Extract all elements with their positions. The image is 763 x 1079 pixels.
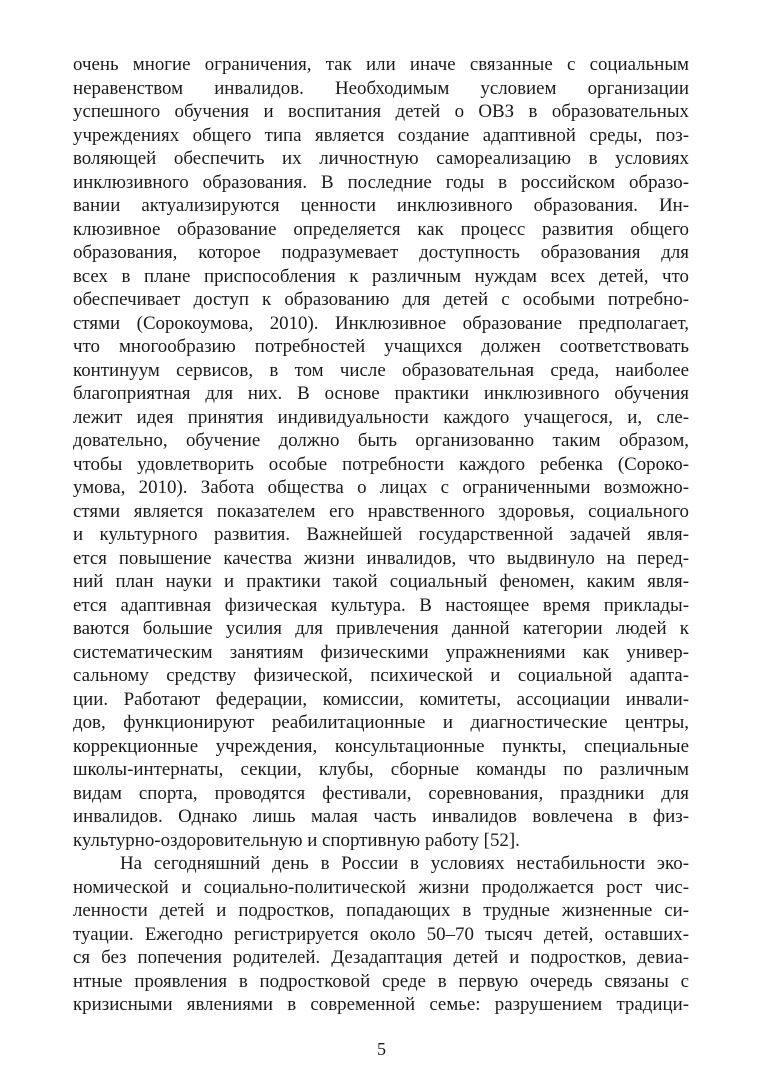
text-line: учреждениях общего типа является создание адаптивной среды, поз- [73,124,689,146]
text-line: благоприятная для них. В основе практики инклюзивного обучения [73,383,689,404]
text-line: неравенством инвалидов. Необходимым условием организации [73,77,689,99]
text-line: очень многие ограничения, так или иначе связанные с социальным [73,54,689,75]
text-line: умова, 2010). Забота общества о лицах с ограниченными возможно- [73,477,689,498]
text-line: На сегодняшний день в России в условиях нестабильности эко- [120,853,689,874]
text-line: лежит идея принятия индивидуальности каждого учащегося, и, сле- [73,406,689,428]
text-line: обеспечивает доступ к образованию для детей с особыми потребно- [73,289,689,310]
text-line: вании актуализируются ценности инклюзивного образования. Ин- [73,195,689,216]
text-line: культурно-оздоровительную и спортивную работу [52]. [73,829,520,851]
text-line: инвалидов. Однако лишь малая часть инвалидов вовлечена в физ- [73,806,689,827]
page-number: 5 [377,1039,386,1059]
text-line: кризисными явлениями в современной семье: разрушением традици- [73,994,689,1015]
text-line: образования, которое подразумевает доступность образования для [73,242,689,263]
text-line: инклюзивного образования. В последние годы в российском образо- [73,171,689,193]
text-line: стями является показателем его нравственного здоровья, социального [73,500,689,522]
paragraph-1 [73,53,689,852]
text-line: клюзивное образование определяется как процесс развития общего [73,218,689,240]
text-line: континуум сервисов, в том числе образовательная среда, наиболее [73,359,689,381]
text-line: что многообразию потребностей учащихся должен соответствовать [73,336,689,357]
text-line: ется повышение качества жизни инвалидов, что выдвинуло на перед- [73,547,689,569]
text-line: дов, функционируют реабилитационные и диагностические центры, [73,712,689,733]
text-line: ний план науки и практики такой социальный феномен, каким явля- [73,571,689,592]
text-line: ется адаптивная физическая культура. В настоящее время приклады- [73,594,689,616]
text-line: всех в плане приспособления к различным нуждам всех детей, что [73,265,689,287]
body-text [73,53,689,1017]
text-line: номической и социально-политической жизни продолжается рост чис- [73,876,689,898]
text-line: школы-интернаты, секции, клубы, сборные команды по различным [73,759,689,780]
text-line: успешного обучения и воспитания детей о ОВЗ в образовательных [73,101,689,122]
text-line: и культурного развития. Важнейшей государственной задачей явля- [73,524,689,545]
text-line: стями (Сорокоумова, 2010). Инклюзивное образование предполагает, [73,312,689,334]
text-line: воляющей обеспечить их личностную самореализацию в условиях [73,148,689,169]
text-line: нтные проявления в подростковой среде в первую очередь связаны с [73,970,689,992]
text-line: ваются большие усилия для привлечения данной категории людей к [73,618,689,639]
text-line: видам спорта, проводятся фестивали, соревнования, праздники для [73,782,689,804]
text-line: систематическим занятиям физическими упражнениями как универ- [73,641,689,663]
text-line: сальному средству физической, психической и социальной адапта- [73,665,689,686]
text-line: коррекционные учреждения, консультационные пункты, специальные [73,735,689,757]
text-line: ся без попечения родителей. Дезадаптация детей и подростков, девиа- [73,947,689,968]
text-line: ленности детей и подростков, попадающих в трудные жизненные си- [73,900,689,921]
text-line: чтобы удовлетворить особые потребности каждого ребенка (Сороко- [73,453,689,475]
text-line: довательно, обучение должно быть организованно таким образом, [73,430,689,451]
paragraph-2 [73,852,689,1017]
text-line: туации. Ежегодно регистрируется около 50–70 тысяч детей, оставших- [73,923,689,945]
text-line: ции. Работают федерации, комиссии, комитеты, ассоциации инвали- [73,688,689,710]
